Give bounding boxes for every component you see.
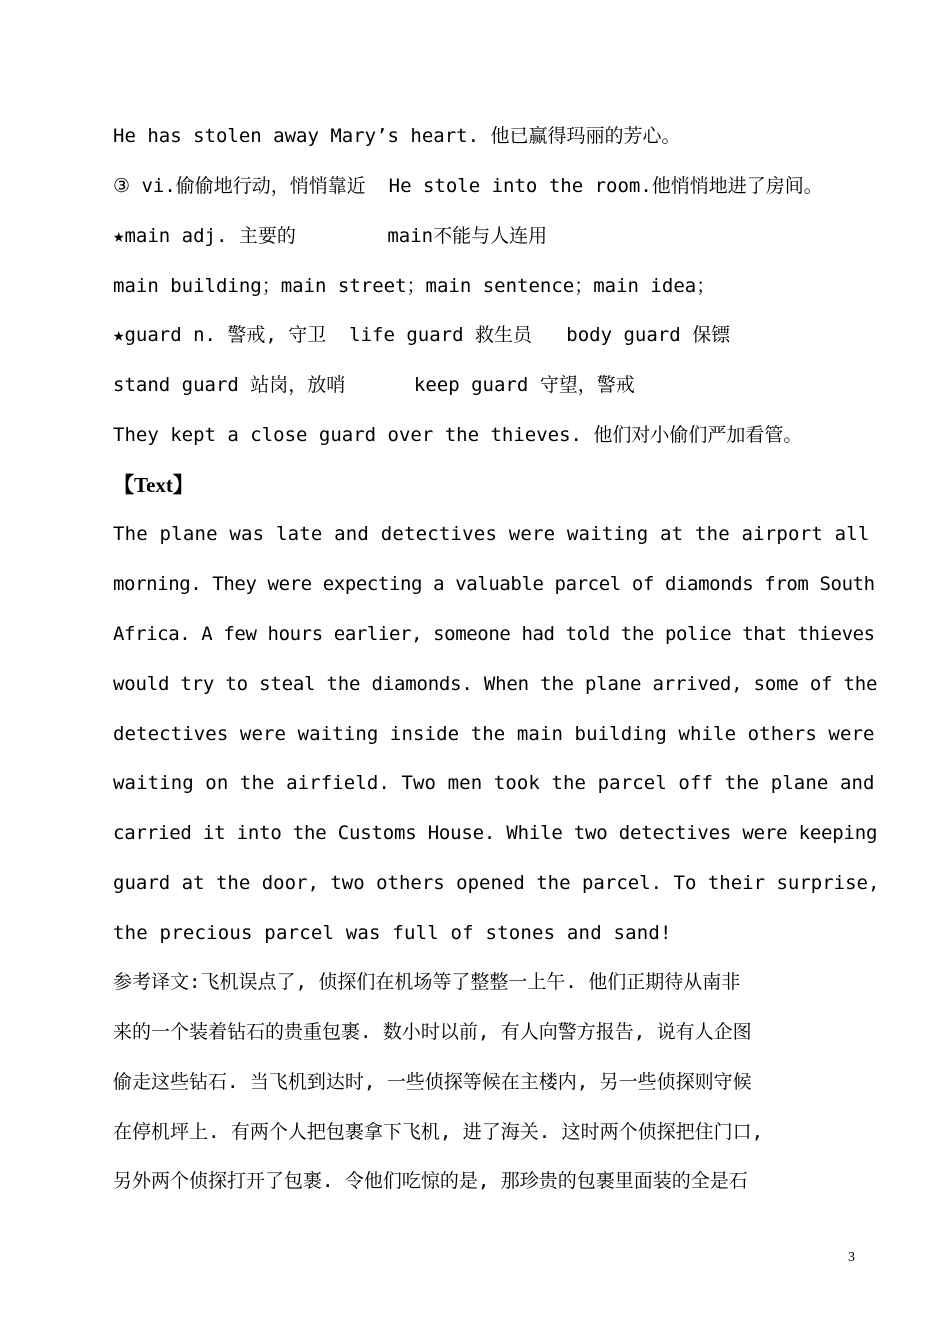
vocab-example-line: They kept a close guard over the thieves. 他们对小偷们严加看管。 <box>113 424 803 446</box>
translation-line: 在停机坪上. 有两个人把包裹拿下飞机, 进了海关. 这时两个侦探把住门口, <box>113 1121 764 1143</box>
vocab-entry-main: ★main adj. 主要的 main不能与人连用 <box>113 225 548 247</box>
translation-line: 另外两个侦探打开了包裹. 令他们吃惊的是, 那珍贵的包裹里面装的全是石 <box>113 1170 748 1192</box>
text-section-heading: 【Text】 <box>113 473 194 497</box>
text-paragraph-line: The plane was late and detectives were waiting at the airport all <box>113 523 870 545</box>
text-paragraph-line: carried it into the Customs House. While two detectives were keeping <box>113 822 878 844</box>
text-paragraph-line: Africa. A few hours earlier, someone had told the police that thieves <box>113 623 875 645</box>
text-paragraph-line: guard at the door, two others opened the parcel. To their surprise, <box>113 872 880 894</box>
text-paragraph-line: detectives were waiting inside the main building while others were <box>113 723 875 745</box>
translation-line: 偷走这些钻石. 当飞机到达时, 一些侦探等候在主楼内, 另一些侦探则守候 <box>113 1071 752 1093</box>
vocab-example-line: He has stolen away Mary’s heart. 他已赢得玛丽的芳心。 <box>113 125 681 147</box>
translation-line: 来的一个装着钻石的贵重包裹. 数小时以前, 有人向警方报告, 说有人企图 <box>113 1021 752 1043</box>
vocab-phrases-line: stand guard 站岗，放哨 keep guard 守望，警戒 <box>113 374 635 396</box>
text-paragraph-line: the precious parcel was full of stones and sand! <box>113 922 672 944</box>
vocab-definition-line: ③ vi.偷偷地行动，悄悄靠近 He stole into the room.他悄悄地进了房间。 <box>113 175 823 197</box>
text-paragraph-line: morning. They were expecting a valuable parcel of diamonds from South <box>113 573 875 595</box>
vocab-collocations-line: main building；main street；main sentence；main idea； <box>113 275 716 297</box>
text-paragraph-line: waiting on the airfield. Two men took the parcel off the plane and <box>113 772 875 794</box>
vocab-entry-guard: ★guard n. 警戒, 守卫 life guard 救生员 body guard 保镖 <box>113 324 731 346</box>
text-paragraph-line: would try to steal the diamonds. When the plane arrived, some of the <box>113 673 878 695</box>
translation-line: 参考译文:飞机误点了, 侦探们在机场等了整整一上午. 他们正期待从南非 <box>113 971 741 993</box>
page-number: 3 <box>848 1250 855 1265</box>
